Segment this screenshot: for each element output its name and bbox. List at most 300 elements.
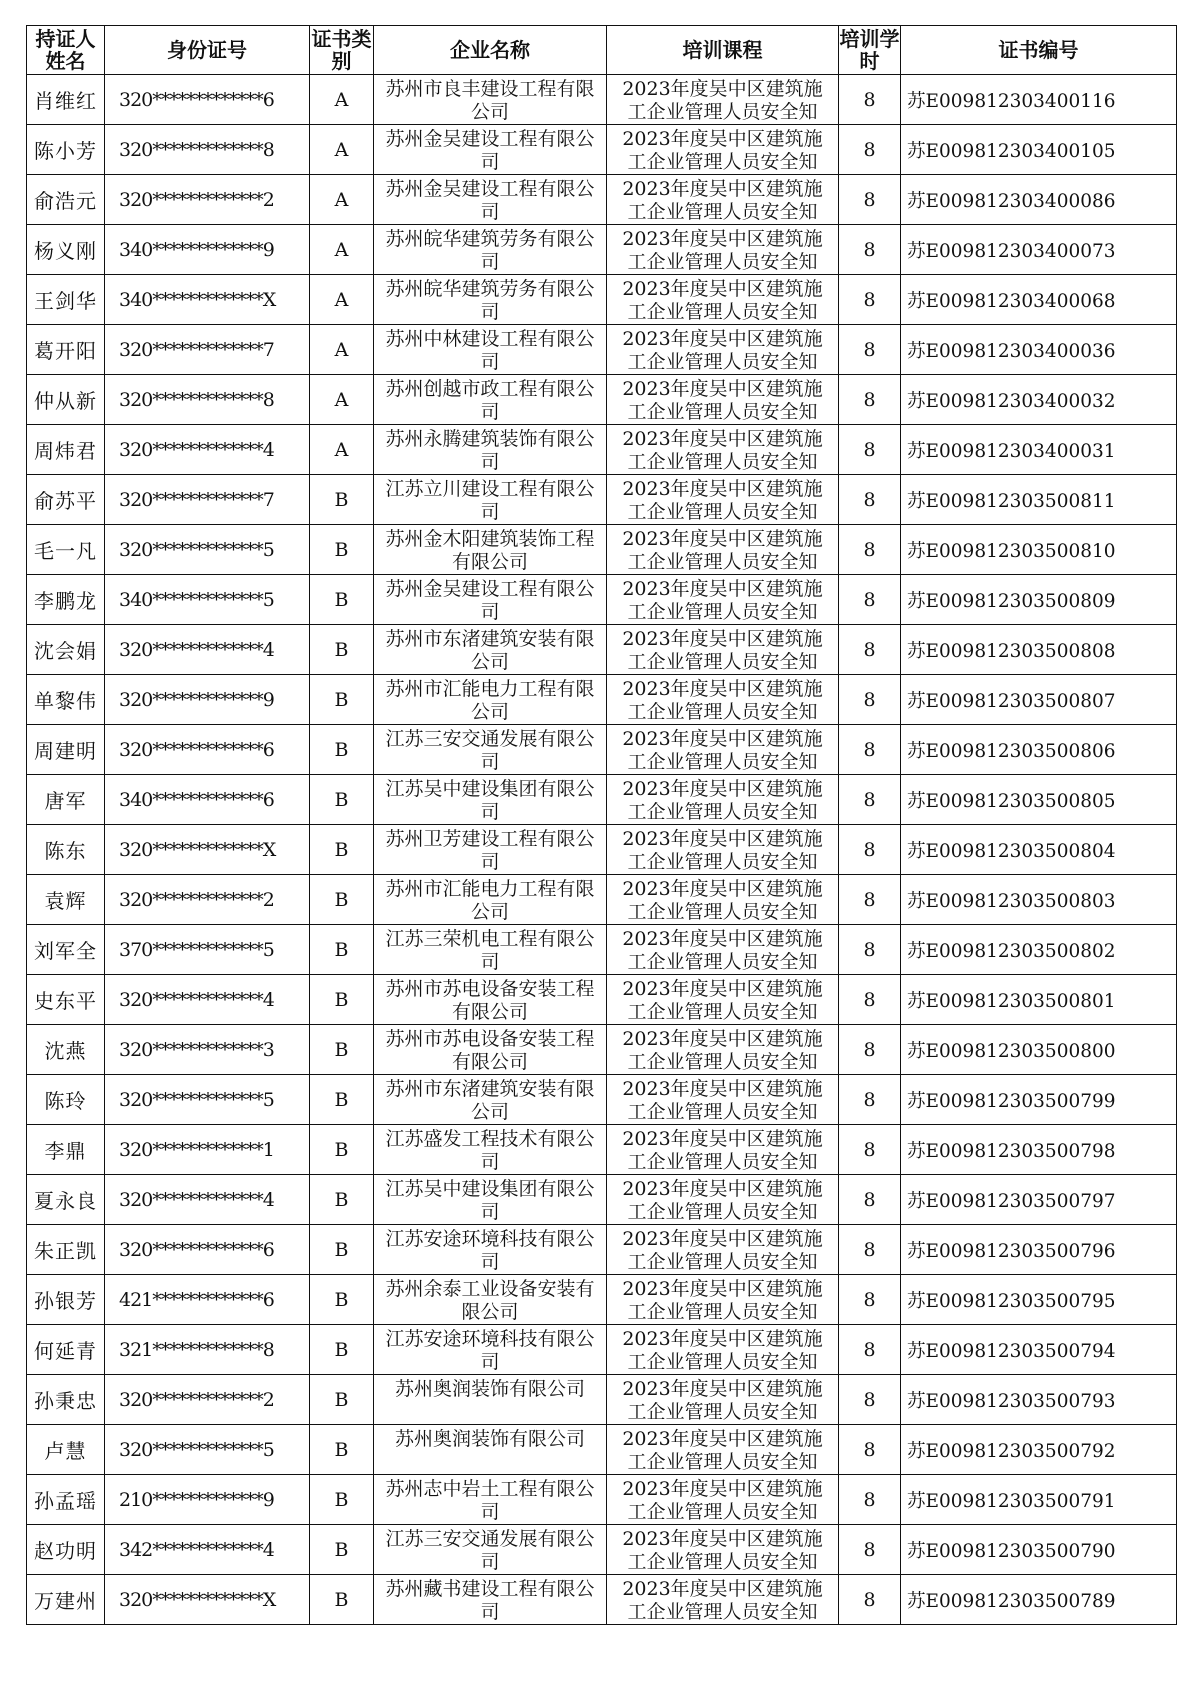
training-hours-cell: 8 [839, 1175, 901, 1225]
table-row [27, 75, 1177, 125]
training-course-cell [607, 975, 839, 1025]
company-name-cell-text: 江苏三安交通发展有限公司 [385, 1528, 595, 1572]
company-name-cell-text: 苏州市汇能电力工程有限公司 [385, 878, 595, 922]
holder-name-cell: 夏永良 [27, 1175, 105, 1225]
training-course-cell [607, 1575, 839, 1625]
certificate-number-cell: 苏E009812303500791 [901, 1475, 1177, 1525]
table-row [27, 875, 1177, 925]
training-course-cell-text: 2023年度吴中区建筑施工企业管理人员安全知 [622, 778, 823, 822]
training-hours-cell: 8 [839, 1025, 901, 1075]
company-name-cell-text: 苏州市东渚建筑安装有限公司 [385, 628, 595, 672]
table-row [27, 1575, 1177, 1625]
company-name-cell-text: 苏州市东渚建筑安装有限公司 [385, 1078, 595, 1122]
training-course-cell [607, 825, 839, 875]
certificate-category-cell: B [310, 1375, 374, 1425]
training-hours-cell: 8 [839, 475, 901, 525]
certificate-category-cell: B [310, 525, 374, 575]
training-hours-cell: 8 [839, 675, 901, 725]
table-row [27, 275, 1177, 325]
company-name-cell [374, 975, 607, 1025]
company-name-cell [374, 875, 607, 925]
holder-name-cell: 沈燕 [27, 1025, 105, 1075]
training-course-cell [607, 1125, 839, 1175]
training-hours-cell: 8 [839, 875, 901, 925]
training-hours-cell: 8 [839, 325, 901, 375]
certificate-number-cell: 苏E009812303500789 [901, 1575, 1177, 1625]
id-number-cell: 340*************9 [105, 225, 310, 275]
training-hours-cell: 8 [839, 575, 901, 625]
company-name-cell-text: 苏州金木阳建筑装饰工程有限公司 [385, 528, 595, 572]
company-name-cell [374, 825, 607, 875]
training-hours-cell: 8 [839, 1475, 901, 1525]
training-course-cell [607, 325, 839, 375]
company-name-cell [374, 725, 607, 775]
holder-name-cell: 葛开阳 [27, 325, 105, 375]
id-number-cell: 320*************5 [105, 1425, 310, 1475]
certificate-number-cell: 苏E009812303400116 [901, 75, 1177, 125]
id-number-cell: 320*************1 [105, 1125, 310, 1175]
holder-name-cell: 陈玲 [27, 1075, 105, 1125]
training-course-cell [607, 1375, 839, 1425]
holder-name-cell: 周建明 [27, 725, 105, 775]
certificate-category-cell: A [310, 275, 374, 325]
id-number-cell: 320*************4 [105, 1175, 310, 1225]
training-course-cell [607, 675, 839, 725]
certificate-category-cell: B [310, 575, 374, 625]
company-name-cell [374, 225, 607, 275]
training-hours-cell: 8 [839, 1575, 901, 1625]
training-course-cell [607, 625, 839, 675]
id-number-cell: 320*************2 [105, 1375, 310, 1425]
table-row [27, 1175, 1177, 1225]
company-name-cell [374, 1575, 607, 1625]
training-course-cell [607, 375, 839, 425]
training-course-cell [607, 225, 839, 275]
table-row [27, 1125, 1177, 1175]
certificate-category-cell: B [310, 1025, 374, 1075]
training-course-cell [607, 1325, 839, 1375]
training-course-cell-text: 2023年度吴中区建筑施工企业管理人员安全知 [622, 1578, 823, 1622]
company-name-cell-text: 苏州市良丰建设工程有限公司 [385, 78, 595, 122]
certificate-category-cell: A [310, 75, 374, 125]
table-row [27, 325, 1177, 375]
certificate-number-cell: 苏E009812303500795 [901, 1275, 1177, 1325]
table-row [27, 575, 1177, 625]
certificate-number-cell: 苏E009812303500811 [901, 475, 1177, 525]
certificate-category-cell: A [310, 175, 374, 225]
certificate-number-cell: 苏E009812303500794 [901, 1325, 1177, 1375]
holder-name-cell: 仲从新 [27, 375, 105, 425]
certificate-category-cell: B [310, 625, 374, 675]
training-course-cell [607, 1525, 839, 1575]
company-name-cell-text: 苏州金吴建设工程有限公司 [385, 578, 595, 622]
id-number-cell: 320*************8 [105, 125, 310, 175]
training-course-cell [607, 1425, 839, 1475]
training-course-cell-text: 2023年度吴中区建筑施工企业管理人员安全知 [622, 1128, 823, 1172]
company-name-cell-text: 苏州创越市政工程有限公司 [385, 378, 595, 422]
holder-name-cell: 陈小芳 [27, 125, 105, 175]
company-name-cell-text: 苏州奥润装饰有限公司 [394, 1378, 585, 1400]
company-name-cell-text: 江苏安途环境科技有限公司 [385, 1328, 595, 1372]
table-row [27, 925, 1177, 975]
header-id-number: 身份证号 [105, 26, 310, 75]
certificate-category-cell: A [310, 125, 374, 175]
company-name-cell-text: 苏州市苏电设备安装工程有限公司 [385, 978, 595, 1022]
training-course-cell [607, 575, 839, 625]
training-course-cell-text: 2023年度吴中区建筑施工企业管理人员安全知 [622, 828, 823, 872]
id-number-cell: 320*************7 [105, 475, 310, 525]
training-course-cell-text: 2023年度吴中区建筑施工企业管理人员安全知 [622, 278, 823, 322]
training-course-cell-text: 2023年度吴中区建筑施工企业管理人员安全知 [622, 528, 823, 572]
table-row [27, 1075, 1177, 1125]
training-course-cell [607, 125, 839, 175]
training-course-cell-text: 2023年度吴中区建筑施工企业管理人员安全知 [622, 1078, 823, 1122]
training-hours-cell: 8 [839, 1325, 901, 1375]
certificate-category-cell: B [310, 725, 374, 775]
id-number-cell: 320*************9 [105, 675, 310, 725]
certificate-category-cell: B [310, 1175, 374, 1225]
certificate-category-cell: B [310, 1575, 374, 1625]
holder-name-cell: 肖维红 [27, 75, 105, 125]
training-hours-cell: 8 [839, 275, 901, 325]
certificate-category-cell: B [310, 825, 374, 875]
company-name-cell-text: 苏州卫芳建设工程有限公司 [385, 828, 595, 872]
company-name-cell-text: 苏州市苏电设备安装工程有限公司 [385, 1028, 595, 1072]
training-course-cell-text: 2023年度吴中区建筑施工企业管理人员安全知 [622, 928, 823, 972]
company-name-cell-text: 苏州金吴建设工程有限公司 [385, 128, 595, 172]
company-name-cell-text: 苏州中林建设工程有限公司 [385, 328, 595, 372]
training-course-cell-text: 2023年度吴中区建筑施工企业管理人员安全知 [622, 628, 823, 672]
id-number-cell: 320*************X [105, 1575, 310, 1625]
table-row [27, 425, 1177, 475]
training-hours-cell: 8 [839, 425, 901, 475]
training-course-cell [607, 1225, 839, 1275]
holder-name-cell: 朱正凯 [27, 1225, 105, 1275]
id-number-cell: 320*************5 [105, 525, 310, 575]
training-hours-cell: 8 [839, 75, 901, 125]
company-name-cell [374, 375, 607, 425]
header-certificate-category: 证书类别 [311, 27, 372, 73]
holder-name-cell: 唐军 [27, 775, 105, 825]
table-row [27, 1025, 1177, 1075]
company-name-cell-text: 江苏安途环境科技有限公司 [385, 1228, 595, 1272]
training-hours-cell: 8 [839, 1525, 901, 1575]
training-hours-cell: 8 [839, 1075, 901, 1125]
training-course-cell-text: 2023年度吴中区建筑施工企业管理人员安全知 [622, 1478, 823, 1522]
company-name-cell [374, 1025, 607, 1075]
id-number-cell: 340*************5 [105, 575, 310, 625]
certificate-category-cell: A [310, 225, 374, 275]
certificate-number-cell: 苏E009812303400068 [901, 275, 1177, 325]
table-row [27, 1425, 1177, 1475]
training-hours-cell: 8 [839, 775, 901, 825]
certificate-category-cell: B [310, 1225, 374, 1275]
table-row [27, 1475, 1177, 1525]
holder-name-cell: 单黎伟 [27, 675, 105, 725]
training-course-cell [607, 275, 839, 325]
id-number-cell: 321*************8 [105, 1325, 310, 1375]
id-number-cell: 320*************6 [105, 725, 310, 775]
id-number-cell: 370*************5 [105, 925, 310, 975]
training-hours-cell: 8 [839, 1225, 901, 1275]
holder-name-cell: 李鹏龙 [27, 575, 105, 625]
holder-name-cell: 万建州 [27, 1575, 105, 1625]
id-number-cell: 210*************9 [105, 1475, 310, 1525]
certificate-category-cell: B [310, 1425, 374, 1475]
certificate-number-cell: 苏E009812303500800 [901, 1025, 1177, 1075]
header-training-hours: 培训学时 [839, 27, 900, 73]
certificate-category-cell: B [310, 925, 374, 975]
company-name-cell-text: 苏州市汇能电力工程有限公司 [385, 678, 595, 722]
training-course-cell-text: 2023年度吴中区建筑施工企业管理人员安全知 [622, 1528, 823, 1572]
training-hours-cell: 8 [839, 175, 901, 225]
table-row [27, 525, 1177, 575]
certificate-number-cell: 苏E009812303500805 [901, 775, 1177, 825]
table-row [27, 475, 1177, 525]
certificate-number-cell: 苏E009812303500792 [901, 1425, 1177, 1475]
training-course-cell-text: 2023年度吴中区建筑施工企业管理人员安全知 [622, 478, 823, 522]
training-hours-cell: 8 [839, 1375, 901, 1425]
company-name-cell [374, 1175, 607, 1225]
holder-name-cell: 孙秉忠 [27, 1375, 105, 1425]
id-number-cell: 320*************8 [105, 375, 310, 425]
training-hours-cell: 8 [839, 1425, 901, 1475]
id-number-cell: 320*************4 [105, 425, 310, 475]
training-hours-cell: 8 [839, 1125, 901, 1175]
holder-name-cell: 史东平 [27, 975, 105, 1025]
holder-name-cell: 王剑华 [27, 275, 105, 325]
table-body [27, 75, 1177, 1625]
holder-name-cell: 毛一凡 [27, 525, 105, 575]
training-course-cell-text: 2023年度吴中区建筑施工企业管理人员安全知 [622, 1328, 823, 1372]
certificate-number-cell: 苏E009812303400073 [901, 225, 1177, 275]
training-hours-cell: 8 [839, 975, 901, 1025]
id-number-cell: 320*************2 [105, 875, 310, 925]
training-course-cell-text: 2023年度吴中区建筑施工企业管理人员安全知 [622, 1428, 823, 1472]
certificate-category-cell: B [310, 475, 374, 525]
training-course-cell [607, 75, 839, 125]
training-course-cell-text: 2023年度吴中区建筑施工企业管理人员安全知 [622, 228, 823, 272]
id-number-cell: 320*************X [105, 825, 310, 875]
table-row [27, 175, 1177, 225]
header-company-name: 企业名称 [374, 26, 607, 75]
training-course-cell [607, 525, 839, 575]
company-name-cell-text: 苏州藏书建设工程有限公司 [385, 1578, 595, 1622]
id-number-cell: 320*************6 [105, 1225, 310, 1275]
certificate-category-cell: B [310, 1125, 374, 1175]
company-name-cell [374, 75, 607, 125]
training-hours-cell: 8 [839, 925, 901, 975]
table-row [27, 725, 1177, 775]
company-name-cell [374, 925, 607, 975]
table-row [27, 825, 1177, 875]
company-name-cell [374, 325, 607, 375]
holder-name-cell: 沈会娟 [27, 625, 105, 675]
id-number-cell: 340*************X [105, 275, 310, 325]
training-course-cell-text: 2023年度吴中区建筑施工企业管理人员安全知 [622, 1228, 823, 1272]
table-row [27, 1325, 1177, 1375]
id-number-cell: 342*************4 [105, 1525, 310, 1575]
company-name-cell [374, 625, 607, 675]
certificate-number-cell: 苏E009812303400036 [901, 325, 1177, 375]
company-name-cell [374, 1525, 607, 1575]
company-name-cell-text: 苏州皖华建筑劳务有限公司 [385, 228, 595, 272]
company-name-cell [374, 275, 607, 325]
training-course-cell-text: 2023年度吴中区建筑施工企业管理人员安全知 [622, 328, 823, 372]
certificate-number-cell: 苏E009812303400105 [901, 125, 1177, 175]
holder-name-cell: 赵功明 [27, 1525, 105, 1575]
training-hours-cell: 8 [839, 825, 901, 875]
table-row [27, 1275, 1177, 1325]
company-name-cell [374, 1375, 607, 1425]
company-name-cell-text: 江苏立川建设工程有限公司 [385, 478, 595, 522]
certificate-category-cell: B [310, 1275, 374, 1325]
training-hours-cell: 8 [839, 725, 901, 775]
certificate-category-cell: B [310, 1075, 374, 1125]
certificate-list-page [26, 25, 1176, 1625]
holder-name-cell: 周炜君 [27, 425, 105, 475]
training-hours-cell: 8 [839, 125, 901, 175]
id-number-cell: 421*************6 [105, 1275, 310, 1325]
training-course-cell [607, 175, 839, 225]
certificate-number-cell: 苏E009812303500793 [901, 1375, 1177, 1425]
training-course-cell [607, 475, 839, 525]
holder-name-cell: 陈东 [27, 825, 105, 875]
company-name-cell-text: 江苏三安交通发展有限公司 [385, 728, 595, 772]
company-name-cell-text: 苏州志中岩土工程有限公司 [385, 1478, 595, 1522]
training-course-cell-text: 2023年度吴中区建筑施工企业管理人员安全知 [622, 578, 823, 622]
table-row [27, 675, 1177, 725]
training-hours-cell: 8 [839, 525, 901, 575]
id-number-cell: 320*************7 [105, 325, 310, 375]
certificate-number-cell: 苏E009812303500810 [901, 525, 1177, 575]
company-name-cell [374, 675, 607, 725]
id-number-cell: 320*************4 [105, 975, 310, 1025]
training-course-cell [607, 1475, 839, 1525]
training-course-cell [607, 875, 839, 925]
certificate-number-cell: 苏E009812303500802 [901, 925, 1177, 975]
header-training-course: 培训课程 [607, 26, 839, 75]
company-name-cell [374, 1275, 607, 1325]
certificate-number-cell: 苏E009812303400031 [901, 425, 1177, 475]
id-number-cell: 320*************5 [105, 1075, 310, 1125]
certificate-number-cell: 苏E009812303500803 [901, 875, 1177, 925]
holder-name-cell: 何延青 [27, 1325, 105, 1375]
certificate-number-cell: 苏E009812303500801 [901, 975, 1177, 1025]
training-course-cell-text: 2023年度吴中区建筑施工企业管理人员安全知 [622, 1378, 823, 1422]
certificate-category-cell: B [310, 1525, 374, 1575]
training-course-cell-text: 2023年度吴中区建筑施工企业管理人员安全知 [622, 728, 823, 772]
training-course-cell [607, 1025, 839, 1075]
company-name-cell [374, 1325, 607, 1375]
training-course-cell [607, 925, 839, 975]
company-name-cell-text: 江苏吴中建设集团有限公司 [385, 1178, 595, 1222]
training-course-cell-text: 2023年度吴中区建筑施工企业管理人员安全知 [622, 78, 823, 122]
training-course-cell [607, 425, 839, 475]
certificate-category-cell: B [310, 1325, 374, 1375]
certificate-category-cell: A [310, 325, 374, 375]
training-course-cell-text: 2023年度吴中区建筑施工企业管理人员安全知 [622, 678, 823, 722]
training-course-cell-text: 2023年度吴中区建筑施工企业管理人员安全知 [622, 1178, 823, 1222]
certificate-number-cell: 苏E009812303500807 [901, 675, 1177, 725]
company-name-cell-text: 苏州金吴建设工程有限公司 [385, 178, 595, 222]
table-row [27, 125, 1177, 175]
training-course-cell-text: 2023年度吴中区建筑施工企业管理人员安全知 [622, 178, 823, 222]
company-name-cell [374, 1475, 607, 1525]
company-name-cell-text: 苏州余泰工业设备安装有限公司 [385, 1278, 595, 1322]
table-row [27, 975, 1177, 1025]
holder-name-cell: 俞苏平 [27, 475, 105, 525]
table-row [27, 625, 1177, 675]
certificate-number-cell: 苏E009812303500804 [901, 825, 1177, 875]
certificate-number-cell: 苏E009812303400032 [901, 375, 1177, 425]
certificate-number-cell: 苏E009812303500806 [901, 725, 1177, 775]
company-name-cell-text: 江苏盛发工程技术有限公司 [385, 1128, 595, 1172]
header-holder-name: 持证人姓名 [27, 26, 105, 75]
certificate-category-cell: B [310, 1475, 374, 1525]
table-row [27, 1375, 1177, 1425]
holder-name-cell: 刘军全 [27, 925, 105, 975]
holder-name-cell: 杨义刚 [27, 225, 105, 275]
company-name-cell [374, 575, 607, 625]
id-number-cell: 320*************2 [105, 175, 310, 225]
table-row [27, 225, 1177, 275]
company-name-cell [374, 175, 607, 225]
certificate-number-cell: 苏E009812303500799 [901, 1075, 1177, 1125]
training-hours-cell: 8 [839, 225, 901, 275]
training-hours-cell: 8 [839, 375, 901, 425]
training-course-cell-text: 2023年度吴中区建筑施工企业管理人员安全知 [622, 428, 823, 472]
header-certificate-number: 证书编号 [901, 26, 1177, 75]
company-name-cell [374, 1225, 607, 1275]
training-course-cell [607, 1075, 839, 1125]
training-course-cell-text: 2023年度吴中区建筑施工企业管理人员安全知 [622, 1028, 823, 1072]
training-course-cell-text: 2023年度吴中区建筑施工企业管理人员安全知 [622, 878, 823, 922]
company-name-cell [374, 475, 607, 525]
company-name-cell [374, 425, 607, 475]
certificate-number-cell: 苏E009812303500808 [901, 625, 1177, 675]
table-row [27, 1225, 1177, 1275]
company-name-cell-text: 江苏三荣机电工程有限公司 [385, 928, 595, 972]
certificate-number-cell: 苏E009812303500796 [901, 1225, 1177, 1275]
company-name-cell [374, 1125, 607, 1175]
certificate-category-cell: A [310, 425, 374, 475]
certificate-table [26, 25, 1177, 1625]
company-name-cell [374, 1075, 607, 1125]
company-name-cell-text: 苏州奥润装饰有限公司 [394, 1428, 585, 1450]
table-row [27, 775, 1177, 825]
certificate-category-cell: B [310, 775, 374, 825]
company-name-cell-text: 苏州皖华建筑劳务有限公司 [385, 278, 595, 322]
id-number-cell: 320*************4 [105, 625, 310, 675]
training-hours-cell: 8 [839, 1275, 901, 1325]
training-course-cell [607, 775, 839, 825]
holder-name-cell: 卢慧 [27, 1425, 105, 1475]
id-number-cell: 320*************3 [105, 1025, 310, 1075]
holder-name-cell: 李鼎 [27, 1125, 105, 1175]
table-row [27, 375, 1177, 425]
company-name-cell [374, 525, 607, 575]
certificate-number-cell: 苏E009812303500790 [901, 1525, 1177, 1575]
company-name-cell [374, 1425, 607, 1475]
training-hours-cell: 8 [839, 625, 901, 675]
training-course-cell [607, 1275, 839, 1325]
certificate-number-cell: 苏E009812303500798 [901, 1125, 1177, 1175]
certificate-category-cell: B [310, 875, 374, 925]
id-number-cell: 340*************6 [105, 775, 310, 825]
company-name-cell [374, 775, 607, 825]
id-number-cell: 320*************6 [105, 75, 310, 125]
